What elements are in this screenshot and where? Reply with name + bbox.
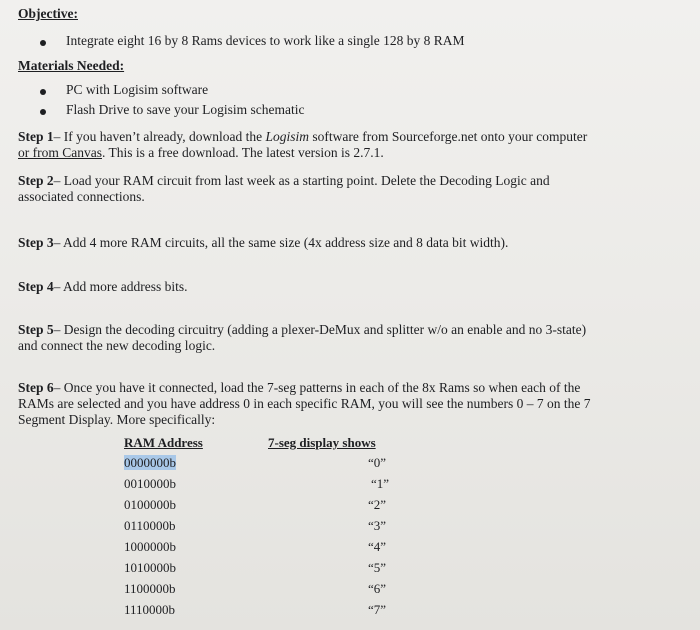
table-row [124, 455, 176, 471]
objective-bullet: Integrate eight 16 by 8 Rams devices to work like a single 128 by 8 RAM [66, 33, 465, 48]
ram-address-cell: 1110000b [124, 602, 176, 617]
ram-address-cell: 0010000b [124, 476, 176, 491]
step-label: Step 5 [18, 322, 54, 337]
bullet-dot [40, 109, 46, 115]
ram-address-cell: 0100000b [124, 497, 176, 512]
display-value-cell: “4” [368, 539, 387, 554]
step-3 [18, 235, 508, 251]
table-header-address: RAM Address [124, 435, 203, 450]
step-text: RAMs are selected and you have address 0 in each specific RAM, you will see the numbers 0 – 7 on the 7 [18, 396, 591, 411]
bullet-dot [40, 89, 46, 95]
step-text: – Load your RAM circuit from last week as a starting point. Delete the Decoding Logic and [53, 173, 550, 188]
ram-address-cell: 1000000b [124, 539, 176, 554]
display-value-cell: “7” [368, 602, 387, 617]
step-text: – If you haven’t already, download the [53, 129, 266, 144]
step-text: associated connections. [18, 189, 145, 204]
ram-address-cell: 1010000b [124, 560, 176, 575]
step-1 [18, 129, 587, 145]
step-text: – Add 4 more RAM circuits, all the same size (4x address size and 8 data bit width). [53, 235, 509, 250]
materials-heading: Materials Needed: [18, 58, 125, 73]
step-text: – Once you have it connected, load the 7-seg patterns in each of the 8x Rams so when each of the [53, 380, 581, 395]
step-text: – Design the decoding circuitry (adding a plexer-DeMux and splitter w/o an enable and no 3-state) [53, 322, 587, 337]
step-label: Step 1 [18, 129, 54, 144]
step-2 [18, 173, 550, 189]
ram-address-cell: 0000000b [124, 455, 176, 470]
objective-heading: Objective: [18, 6, 78, 21]
ram-address-cell: 0110000b [124, 518, 176, 533]
display-value-cell: “3” [368, 518, 387, 533]
step-text-italic: Logisim [265, 129, 309, 144]
step-text: Segment Display. More specifically: [18, 412, 216, 427]
step-5-line-2 [18, 338, 215, 354]
step-4 [18, 279, 188, 295]
step-label: Step 3 [18, 235, 54, 250]
step-text: and connect the new decoding logic. [18, 338, 216, 353]
canvas-link[interactable]: or from Canvas [18, 145, 102, 160]
display-value-cell: “1” [371, 476, 390, 491]
display-value-cell: “6” [368, 581, 387, 596]
step-5 [18, 322, 586, 338]
display-value-cell: “5” [368, 560, 387, 575]
step-label: Step 2 [18, 173, 54, 188]
ram-address-cell: 1100000b [124, 581, 176, 596]
step-1-line-2 [18, 145, 384, 161]
display-value-cell: “2” [368, 497, 387, 512]
materials-bullet: PC with Logisim software [66, 82, 209, 97]
step-6 [18, 380, 580, 396]
step-text: software from Sourceforge.net onto your computer [308, 129, 588, 144]
step-text: . This is a free download. The latest version is 2.7.1. [101, 145, 384, 160]
step-text: – Add more address bits. [53, 279, 188, 294]
bullet-dot [40, 40, 46, 46]
step-6-line-3 [18, 412, 215, 428]
step-2-line-2 [18, 189, 145, 205]
step-label: Step 4 [18, 279, 54, 294]
display-value-cell: “0” [368, 455, 387, 470]
step-label: Step 6 [18, 380, 54, 395]
table-header-display: 7-seg display shows [268, 435, 376, 450]
step-6-line-2 [18, 396, 590, 412]
materials-bullet: Flash Drive to save your Logisim schematic [66, 102, 305, 117]
